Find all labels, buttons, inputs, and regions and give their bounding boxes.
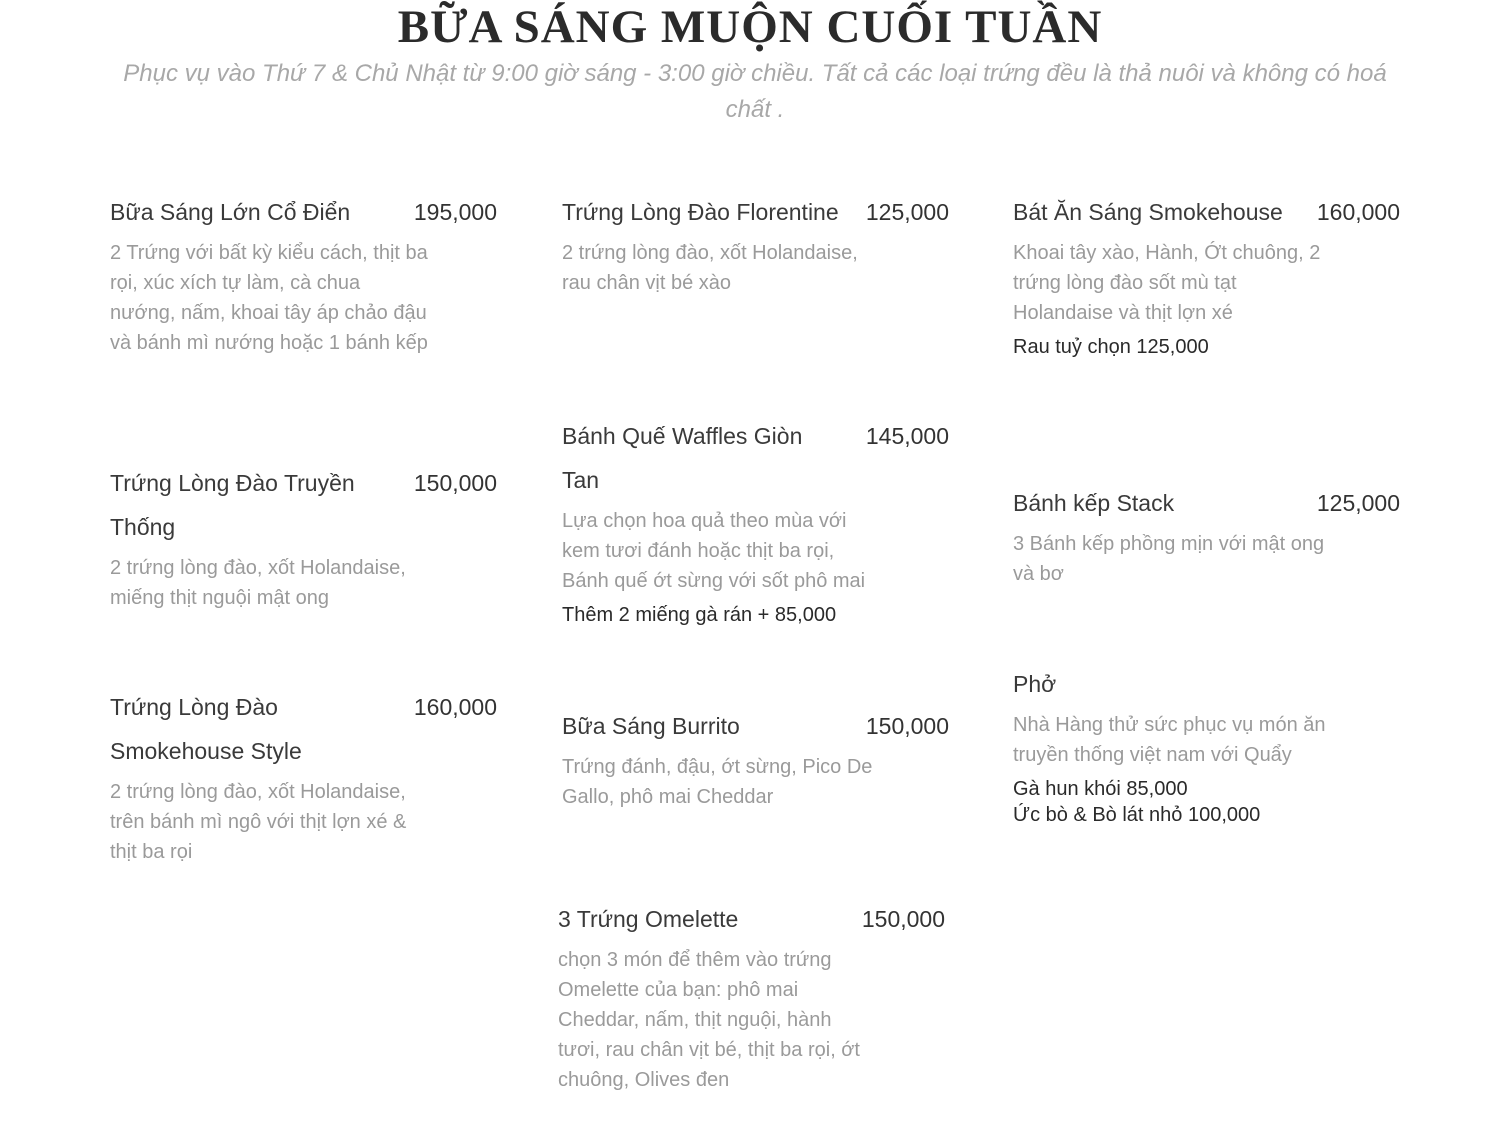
menu-item (1013, 481, 1400, 589)
menu-item-description: 2 trứng lòng đào, xốt Holandaise, rau chân vịt bé xào (562, 242, 858, 294)
menu-item-description: 3 Bánh kếp phồng mịn với mật ong và bơ (1013, 533, 1325, 585)
menu-item-description: Trứng đánh, đậu, ớt sừng, Pico De Gallo, phô mai Cheddar (562, 756, 873, 808)
menu-item-description: 2 Trứng với bất kỳ kiểu cách, thịt ba rọi, xúc xích tự làm, cà chua nướng, nấm, khoai tây áp chảo đậu và bánh mì nướng hoặc 1 bánh kếp (110, 242, 428, 354)
page-subtitle: Phục vụ vào Thứ 7 & Chủ Nhật từ 9:00 giờ sáng - 3:00 giờ chiều. Tất cả các loại trứng đều là thả nuôi và không có hoá chất . (123, 60, 1387, 123)
menu-item-extra (562, 602, 892, 628)
menu-item (562, 704, 949, 812)
menu-item-price: 150,000 (413, 470, 497, 496)
menu-item-extra-line: Ức bò & Bò lát nhỏ 100,000 (1013, 804, 1261, 826)
menu-item (110, 685, 497, 863)
menu-item-description: Lựa chọn hoa quả theo mùa với kem tươi đánh hoặc thịt ba rọi, Bánh quế ớt sừng với sốt phô mai (562, 510, 866, 592)
menu-item-name: Trứng Lòng Đào Truyền Thống (110, 470, 355, 540)
menu-item-name: Bánh Quế Waffles Giòn Tan (562, 423, 803, 493)
menu-item (562, 414, 949, 628)
menu-item-extra-line: Rau tuỷ chọn 125,000 (1013, 336, 1209, 358)
menu-item (558, 897, 945, 1095)
menu-item-description: chọn 3 món để thêm vào trứng Omelette của bạn: phô mai Cheddar, nấm, thịt nguội, hành tươi, rau chân vịt bé, thịt ba rọi, ớt chuông, Olives đen (558, 949, 860, 1091)
menu-item-name: 3 Trứng Omelette (558, 906, 739, 932)
menu-item-extra-line: Thêm 2 miếng gà rán + 85,000 (562, 604, 837, 626)
menu-item (1013, 662, 1400, 828)
menu-item-name: Trứng Lòng Đào Florentine (562, 199, 839, 225)
page-title: BỮA SÁNG MUỘN CUỐI TUẦN (397, 1, 1103, 53)
menu-item (1013, 190, 1400, 360)
menu-item-extra (1013, 334, 1343, 360)
menu-item-price: 125,000 (865, 199, 949, 225)
menu-item (110, 461, 497, 613)
menu-item-description: Khoai tây xào, Hành, Ớt chuông, 2 trứng lòng đào sốt mù tạt Holandaise và thịt lợn xé (1013, 242, 1321, 324)
menu-item-name: Trứng Lòng Đào Smokehouse Style (110, 694, 302, 764)
menu-item-name: Bát Ăn Sáng Smokehouse (1013, 199, 1283, 225)
menu-item-price: 160,000 (413, 694, 497, 720)
menu-item (110, 190, 497, 358)
menu-item-price: 160,000 (1316, 199, 1400, 225)
menu-item-extra-line: Gà hun khói 85,000 (1013, 778, 1188, 800)
menu-item-description: Nhà Hàng thử sức phục vụ món ăn truyền thống việt nam với Quẩy (1013, 714, 1326, 766)
menu-item-name: Bữa Sáng Lớn Cổ Điển (110, 199, 351, 225)
menu-item-price: 150,000 (865, 713, 949, 739)
menu-item-description: 2 trứng lòng đào, xốt Holandaise, miếng thịt nguội mật ong (110, 557, 406, 609)
menu-item (562, 190, 949, 298)
menu-item-name: Phở (1013, 671, 1057, 697)
menu-item-price: 195,000 (413, 199, 497, 225)
menu-item-price: 125,000 (1316, 490, 1400, 516)
menu-item-extra (1013, 776, 1343, 828)
menu-item-price: 145,000 (865, 423, 949, 449)
menu-item-price: 150,000 (861, 906, 945, 932)
menu-item-name: Bữa Sáng Burrito (562, 713, 740, 739)
menu-item-description: 2 trứng lòng đào, xốt Holandaise, trên bánh mì ngô với thịt lợn xé & thịt ba rọi (110, 781, 407, 863)
menu-item-name: Bánh kếp Stack (1013, 490, 1175, 516)
